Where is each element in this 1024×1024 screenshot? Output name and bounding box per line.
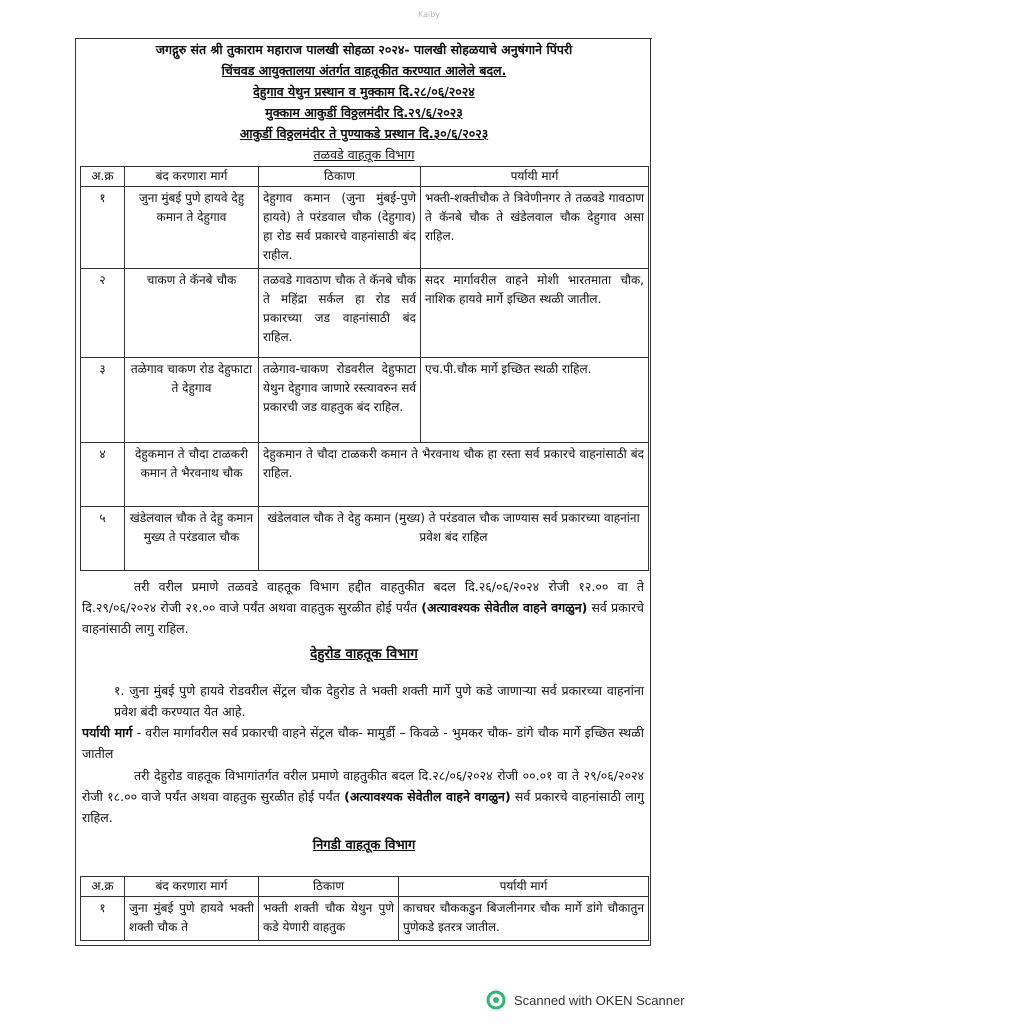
row-serial: १ bbox=[81, 187, 125, 269]
col-header-alternate-route: पर्यायी मार्ग bbox=[399, 877, 649, 897]
dehuroad-note-text: तरी देहुरोड वाहतूक विभागांतर्गत वरील प्रमाणे वाहतुकीत बदल दि.२८/०६/२०२४ रोजी ००.०१ वा ते २९/०६/२०२४ रोजी १८.०० वाजे पर्यंत अथवा वाहतुक सुरळीत होई पर्यंत bbox=[82, 768, 644, 804]
talwade-section-title: तळवडे वाहतूक विभाग bbox=[313, 147, 415, 162]
header-line-3: देहुगाव येथुन प्रस्थान व मुक्काम दि.२८/०६/२०२४ bbox=[253, 84, 475, 99]
talwade-note-text: तरी वरील प्रमाणे तळवडे वाहतूक विभाग हद्दीत वाहतुकीत बदल दि.२६/०६/२०२४ रोजी १२.०० वा ते दि.२९/०६/२०२४ रोजी २१.०० वाजे पर्यंत अथवा वाहतुक सुरळीत होई पर्यंत bbox=[82, 579, 644, 615]
dehuroad-alternate-route bbox=[82, 722, 644, 764]
talwade-note bbox=[82, 576, 644, 639]
row-closed-road: चाकण ते कॅनबे चौक bbox=[125, 269, 259, 358]
row-serial: २ bbox=[81, 269, 125, 358]
col-header-place: ठिकाण bbox=[259, 877, 399, 897]
oken-scanner-icon bbox=[486, 990, 506, 1010]
row-place: देहुगाव कमान (जुना मुंबई-पुणे हायवे) ते परंडवाल चौक (देहुगाव) हा रोड सर्व प्रकारचे वाहनांसाठी बंद राहील. bbox=[259, 187, 421, 269]
table-row bbox=[81, 269, 649, 358]
alternate-route-label: पर्यायी मार्ग bbox=[82, 725, 133, 740]
talwade-table bbox=[80, 166, 649, 571]
scan-mark: Kaiby bbox=[418, 10, 441, 19]
row-alternate-route: काचघर चौककडुन बिजलीनगर चौक मार्गे डांगे चौकातुन पुणेकडे इतरत्र जातील. bbox=[399, 897, 649, 941]
row-serial: ४ bbox=[81, 443, 125, 507]
col-header-serial: अ.क्र bbox=[81, 877, 125, 897]
row-merged-description: देहुकमान ते चौदा टाळकरी कमान ते भैरवनाथ चौक हा रस्ता सर्व प्रकारचे वाहनांसाठी बंद राहिल. bbox=[259, 443, 649, 507]
table-row bbox=[81, 443, 649, 507]
document-header bbox=[76, 38, 652, 165]
table-header-row bbox=[81, 877, 649, 897]
table-row bbox=[81, 507, 649, 571]
row-closed-road: जुना मुंबई पुणे हायवे देहु कमान ते देहुगाव bbox=[125, 187, 259, 269]
talwade-note-exemption: (अत्यावश्यक सेवेतील वाहने वगळुन) bbox=[421, 600, 588, 615]
row-serial: ५ bbox=[81, 507, 125, 571]
col-header-serial: अ.क्र bbox=[81, 167, 125, 187]
dehuroad-item-1: १. जुना मुंबई पुणे हायवे रोडवरील सेंट्रल चौक देहुरोड ते भक्ती शक्ती मार्गे पुणे कडे जाणाऱ्या सर्व प्रकारच्या वाहनांना प्रवेश बंदी करण्यात येत आहे. bbox=[114, 683, 644, 719]
table-row bbox=[81, 187, 649, 269]
dehuroad-note-end: सर्व प्रकारचे वाहनांसाठी लागु राहिल. bbox=[82, 789, 644, 825]
row-closed-road: खंडेलवाल चौक ते देहु कमान मुख्य ते परंडवाल चौक bbox=[125, 507, 259, 571]
dehuroad-note-exemption: (अत्यावश्यक सेवेतील वाहने वगळुन) bbox=[344, 789, 511, 804]
dehuroad-section-title: देहुरोड वाहतूक विभाग bbox=[310, 646, 418, 662]
row-serial: १ bbox=[81, 897, 125, 941]
scanner-watermark bbox=[486, 990, 685, 1010]
row-closed-road: देहुकमान ते चौदा टाळकरी कमान ते भैरवनाथ चौक bbox=[125, 443, 259, 507]
header-line-5: आकुर्डी विठ्ठलमंदीर ते पुण्याकडे प्रस्थान दि.३०/६/२०२३ bbox=[239, 126, 489, 141]
scanner-watermark-text: Scanned with OKEN Scanner bbox=[514, 992, 685, 1008]
notice-document bbox=[75, 38, 651, 946]
row-place: तळवडे गावठाण चौक ते कॅनबे चौक ते महिंद्रा सर्कल हा रोड सर्व प्रकारच्या जड वाहनांसाठी बंद राहिल. bbox=[259, 269, 421, 358]
row-alternate-route: सदर मार्गावरील वाहने मोशी भारतमाता चौक, नाशिक हायवे मार्गे इच्छित स्थळी जातील. bbox=[421, 269, 649, 358]
row-alternate-route: भक्ती-शक्तीचौक ते त्रिवेणीनगर ते तळवडे गावठाण ते कॅनबे चौक ते खंडेलवाल चौक देहुगाव असा राहिल. bbox=[421, 187, 649, 269]
col-header-alternate-route: पर्यायी मार्ग bbox=[421, 167, 649, 187]
talwade-note-end: सर्व प्रकारचे वाहनांसाठी लागु राहिल. bbox=[82, 600, 644, 636]
col-header-closed-road: बंद करणारा मार्ग bbox=[125, 877, 259, 897]
col-header-closed-road: बंद करणारा मार्ग bbox=[125, 167, 259, 187]
header-line-1: जगद्गुरु संत श्री तुकाराम महाराज पालखी सोहळा २०२४- पालखी सोहळयाचे अनुषंगाने पिंपरी bbox=[76, 38, 652, 60]
row-serial: ३ bbox=[81, 358, 125, 443]
row-merged-description: खंडेलवाल चौक ते देहु कमान (मुख्य) ते परंडवाल चौक जाण्यास सर्व प्रकारच्या वाहनांना प्रवेश बंद राहिल bbox=[259, 507, 649, 571]
alternate-route-text: - वरील मार्गावरील सर्व प्रकारची वाहने सेंट्रल चौक- मामुर्डी – किवळे - भुमकर चौक- डांगे चौक मार्गे इच्छित स्थळी जातील bbox=[82, 725, 644, 761]
row-alternate-route: एच.पी.चौक मार्गे इच्छित स्थळी राहिल. bbox=[421, 358, 649, 443]
nigdi-table bbox=[80, 876, 649, 941]
table-row bbox=[81, 897, 649, 941]
row-closed-road: तळेगाव चाकण रोड देहुफाटा ते देहुगाव bbox=[125, 358, 259, 443]
header-line-4: मुक्काम आकुर्डी विठ्ठलमंदीर दि.२९/६/२०२३ bbox=[265, 105, 463, 120]
row-place: तळेगाव-चाकण रोडवरील देहुफाटा येथुन देहुगाव जाणारे रस्त्यावरुन सर्व प्रकारची जड वाहतुक बंद राहिल. bbox=[259, 358, 421, 443]
table-row bbox=[81, 358, 649, 443]
header-line-2: चिंचवड आयुक्तालया अंतर्गत वाहतूकीत करण्यात आलेले बदल. bbox=[221, 63, 507, 78]
nigdi-section-title: निगडी वाहतूक विभाग bbox=[312, 838, 416, 853]
col-header-place: ठिकाण bbox=[259, 167, 421, 187]
row-closed-road: जुना मुंबई पुणे हायवे भक्ती शक्ती चौक ते bbox=[125, 897, 259, 941]
table-header-row bbox=[81, 167, 649, 187]
dehuroad-note bbox=[82, 765, 644, 828]
row-place: भक्ती शक्ती चौक येथुन पुणे कडे येणारी वाहतुक bbox=[259, 897, 399, 941]
